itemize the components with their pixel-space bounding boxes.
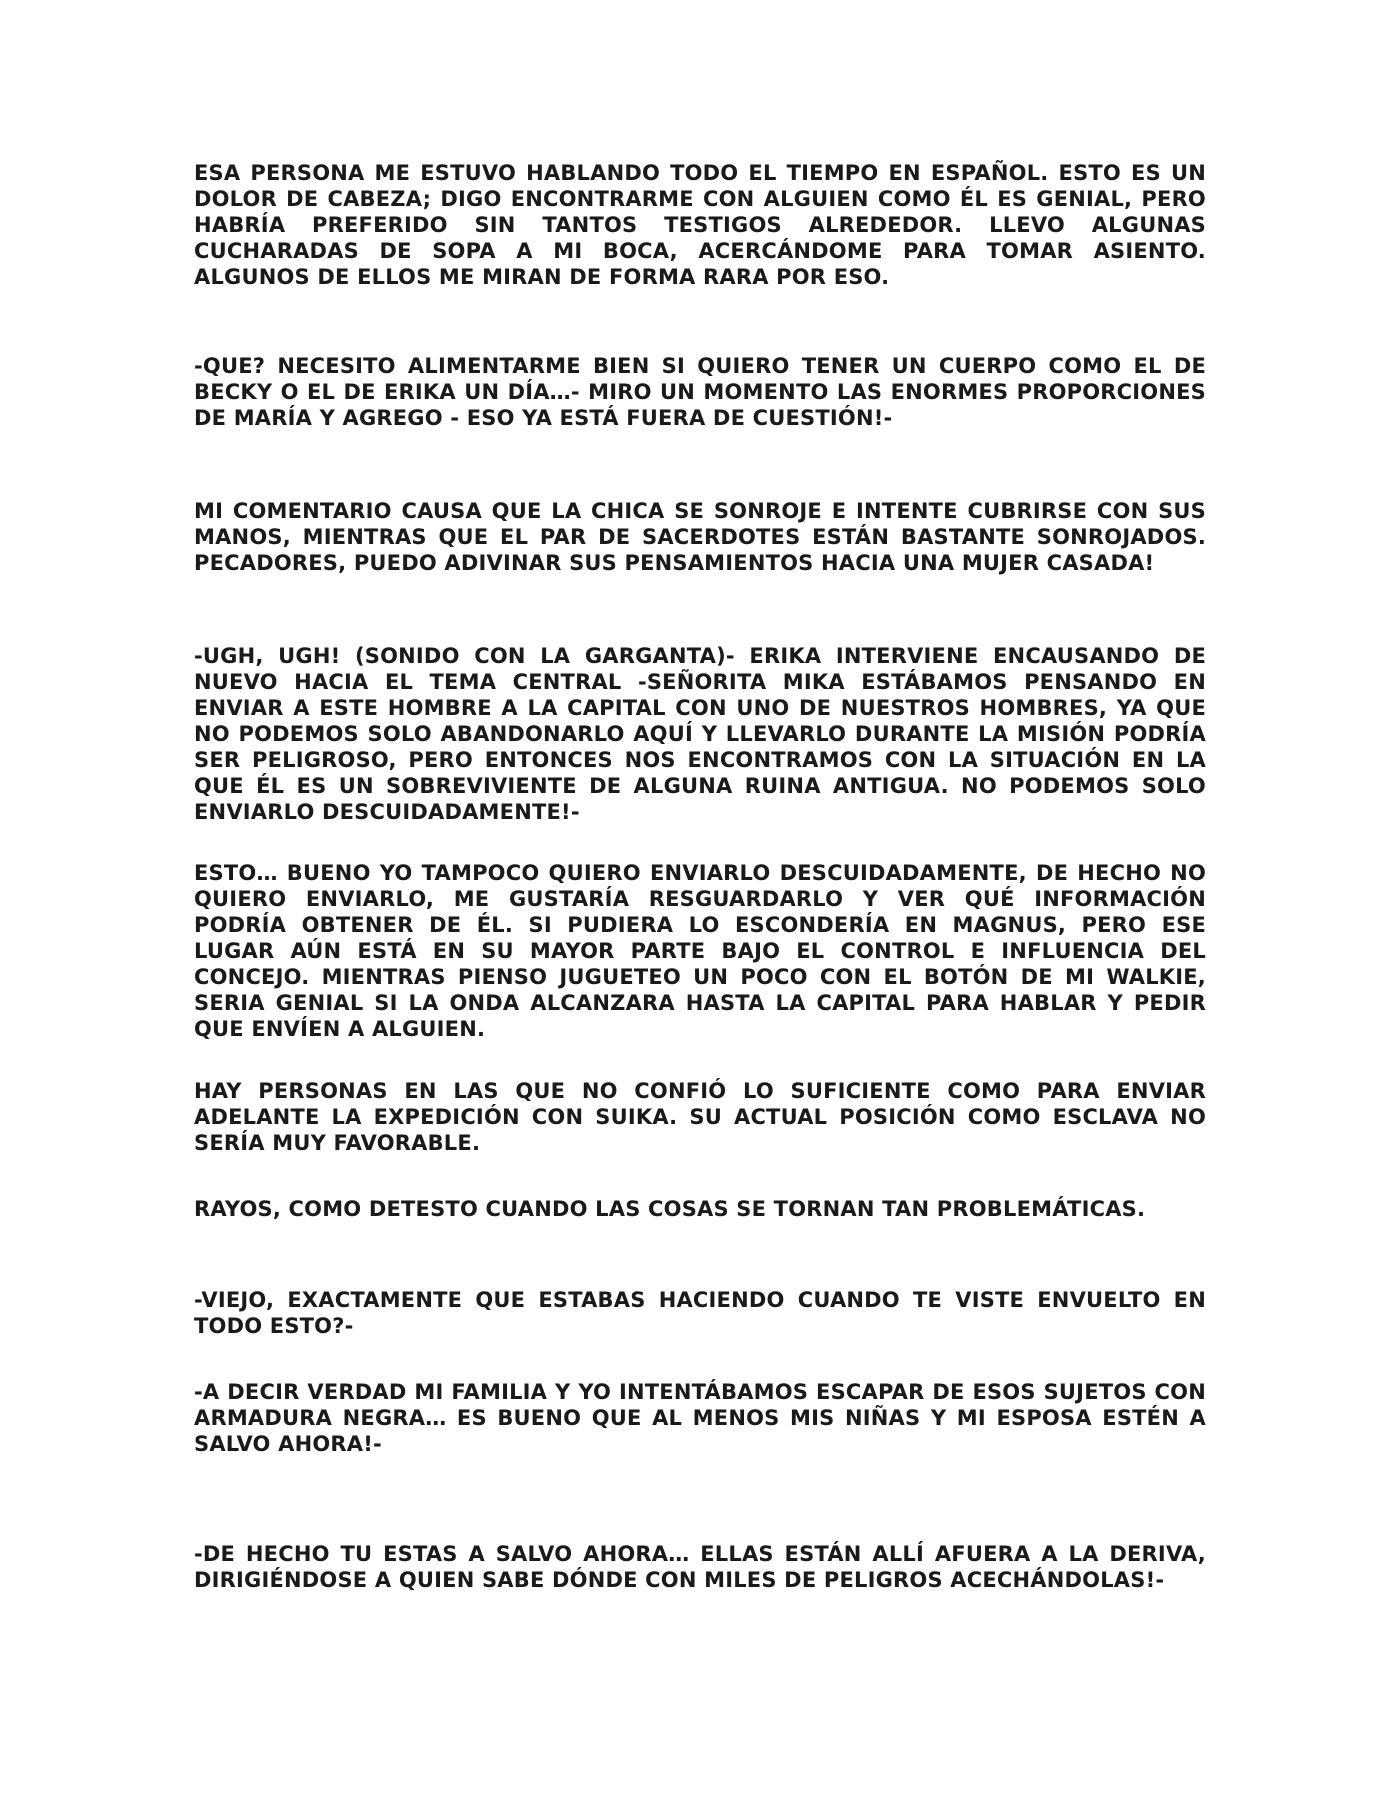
paragraph: ESTO… BUENO YO TAMPOCO QUIERO ENVIARLO DESCUIDADAMENTE, DE HECHO NO QUIERO ENVIARLO, ME GUSTARÍA RESGUARDARLO Y VER QUÉ INFORMACIÓN PODRÍA OBTENER DE ÉL. SI PUDIERA LO ESCONDERÍA EN MAGNUS, PERO ESE LUGAR AÚN ESTÁ EN SU MAYOR PARTE BAJO EL CONTROL E INFLUENCIA DEL CONCEJO. MIENTRAS PIENSO JUGUETEO UN POCO CON EL BOTÓN DE MI WALKIE, SERIA GENIAL SI LA ONDA ALCANZARA HASTA LA CAPITAL PARA HABLAR Y PEDIR QUE ENVÍEN A ALGUIEN. xyxy=(194,861,1206,1041)
paragraph: ESA PERSONA ME ESTUVO HABLANDO TODO EL TIEMPO EN ESPAÑOL. ESTO ES UN DOLOR DE CABEZA; DIGO ENCONTRARME CON ALGUIEN COMO ÉL ES GENIAL, PERO HABRÍA PREFERIDO SIN TANTOS TESTIGOS ALREDEDOR. LLEVO ALGUNAS CUCHARADAS DE SOPA A MI BOCA, ACERCÁNDOME PARA TOMAR ASIENTO. ALGUNOS DE ELLOS ME MIRAN DE FORMA RARA POR ESO. xyxy=(194,161,1206,289)
paragraph: -DE HECHO TU ESTAS A SALVO AHORA… ELLAS ESTÁN ALLÍ AFUERA A LA DERIVA, DIRIGIÉNDOSE A QUIEN SABE DÓNDE CON MILES DE PELIGROS ACECHÁNDOLAS!- xyxy=(194,1542,1206,1592)
paragraph: HAY PERSONAS EN LAS QUE NO CONFIÓ LO SUFICIENTE COMO PARA ENVIAR ADELANTE LA EXPEDICIÓN CON SUIKA. SU ACTUAL POSICIÓN COMO ESCLAVA NO SERÍA MUY FAVORABLE. xyxy=(194,1079,1206,1155)
paragraph: -UGH, UGH! (SONIDO CON LA GARGANTA)- ERIKA INTERVIENE ENCAUSANDO DE NUEVO HACIA EL TEMA CENTRAL -SEÑORITA MIKA ESTÁBAMOS PENSANDO EN ENVIAR A ESTE HOMBRE A LA CAPITAL CON UNO DE NUESTROS HOMBRES, YA QUE NO PODEMOS SOLO ABANDONARLO AQUÍ Y LLEVARLO DURANTE LA MISIÓN PODRÍA SER PELIGROSO, PERO ENTONCES NOS ENCONTRAMOS CON LA SITUACIÓN EN LA QUE ÉL ES UN SOBREVIVIENTE DE ALGUNA RUINA ANTIGUA. NO PODEMOS SOLO ENVIARLO DESCUIDADAMENTE!- xyxy=(194,644,1206,824)
paragraph: RAYOS, COMO DETESTO CUANDO LAS COSAS SE TORNAN TAN PROBLEMÁTICAS. xyxy=(194,1197,1146,1221)
paragraph: MI COMENTARIO CAUSA QUE LA CHICA SE SONROJE E INTENTE CUBRIRSE CON SUS MANOS, MIENTRAS QUE EL PAR DE SACERDOTES ESTÁN BASTANTE SONROJADOS. PECADORES, PUEDO ADIVINAR SUS PENSAMIENTOS HACIA UNA MUJER CASADA! xyxy=(194,499,1206,575)
paragraph: -A DECIR VERDAD MI FAMILIA Y YO INTENTÁBAMOS ESCAPAR DE ESOS SUJETOS CON ARMADURA NEGRA… ES BUENO QUE AL MENOS MIS NIÑAS Y MI ESPOSA ESTÉN A SALVO AHORA!- xyxy=(194,1380,1206,1456)
paragraph: -QUE? NECESITO ALIMENTARME BIEN SI QUIERO TENER UN CUERPO COMO EL DE BECKY O EL DE ERIKA UN DÍA…- MIRO UN MOMENTO LAS ENORMES PROPORCIONES DE MARÍA Y AGREGO - ESO YA ESTÁ FUERA DE CUESTIÓN!- xyxy=(194,354,1206,430)
paragraph: -VIEJO, EXACTAMENTE QUE ESTABAS HACIENDO CUANDO TE VISTE ENVUELTO EN TODO ESTO?- xyxy=(194,1288,1206,1338)
